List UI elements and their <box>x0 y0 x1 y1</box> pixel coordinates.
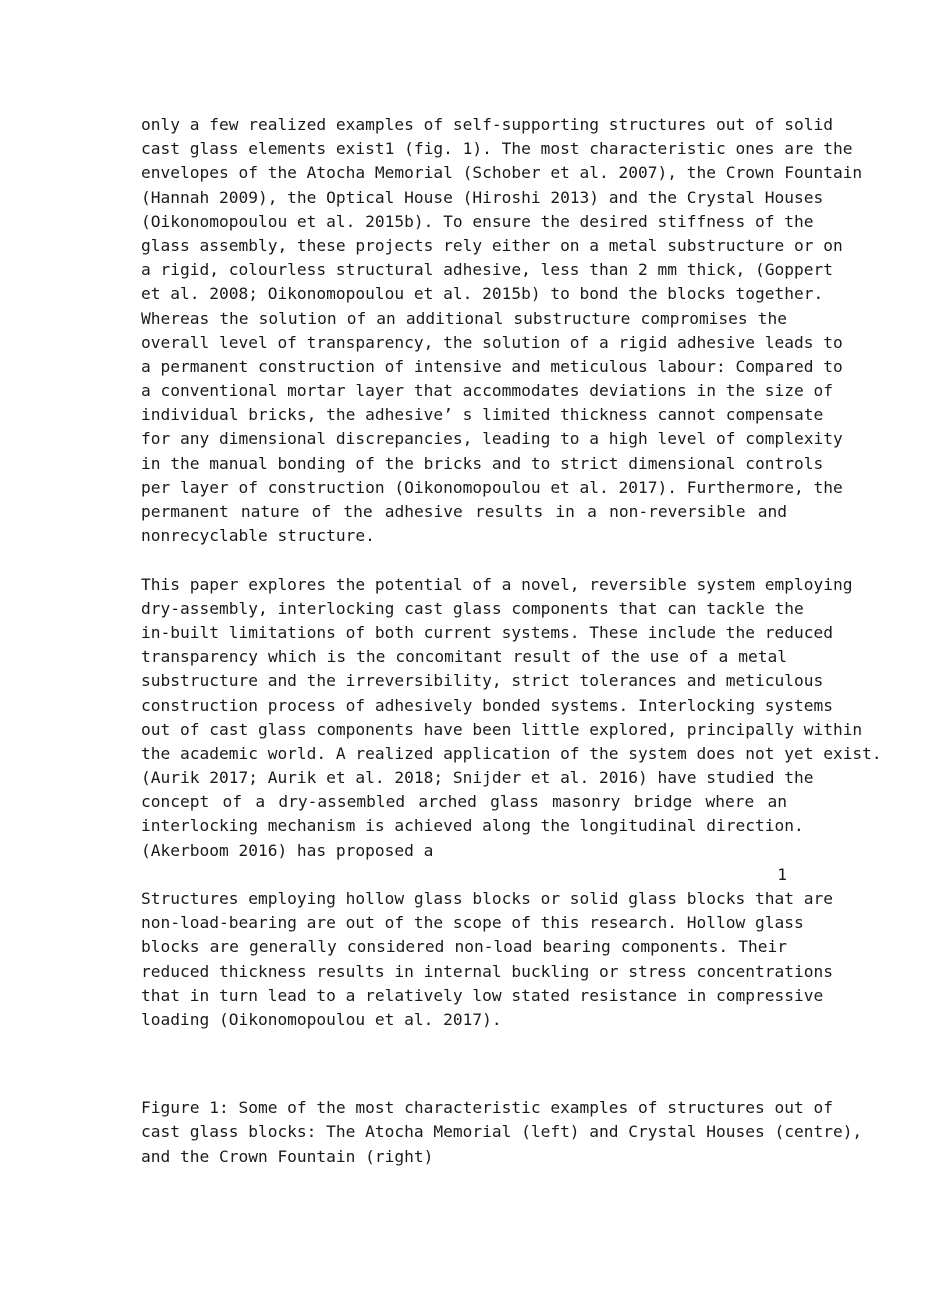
text-line: transparency which is the concomitant result of the use of a metal <box>141 647 787 667</box>
text-line: in-built limitations of both current systems. These include the reduced <box>141 622 833 642</box>
footnote-line: loading (Oikonomopoulou et al. 2017). <box>141 1009 502 1029</box>
text-line: Whereas the solution of an additional substructure compromises the <box>141 308 787 328</box>
text-line: construction process of adhesively bonded systems. Interlocking systems <box>141 695 833 715</box>
footnote-line: that in turn lead to a relatively low stated resistance in compressive <box>141 985 824 1005</box>
text-line: substructure and the irreversibility, strict tolerances and meticulous <box>141 671 824 691</box>
caption-line: Figure 1: Some of the most characteristic examples of structures out of <box>141 1098 833 1118</box>
footnote-line: blocks are generally considered non-load bearing components. Their <box>141 937 787 957</box>
text-line: per layer of construction (Oikonomopoulou et al. 2017). Furthermore, the <box>141 477 843 497</box>
paragraph-spacer <box>141 548 787 572</box>
text-line: cast glass elements exist1 (fig. 1). The most characteristic ones are the <box>141 139 853 159</box>
text-line: a permanent construction of intensive and meticulous labour: Compared to <box>141 356 843 376</box>
footnote-number: 1 <box>777 864 787 884</box>
footnote <box>141 887 833 1032</box>
text-line: permanent nature of the adhesive results in a non-reversible and <box>141 502 787 521</box>
text-line: concept of a dry-assembled arched glass masonry bridge where an <box>141 792 787 812</box>
figure-caption <box>141 1096 863 1169</box>
text-line: overall level of transparency, the solution of a rigid adhesive leads to <box>141 332 843 352</box>
footnote-line: reduced thickness results in internal buckling or stress concentrations <box>141 961 833 981</box>
text-line: (Oikonomopoulou et al. 2015b). To ensure the desired stiffness of the <box>141 211 814 231</box>
body-paragraph-1 <box>141 113 863 548</box>
text-line: the academic world. A realized application of the system does not yet exist. <box>141 743 882 763</box>
text-line: (Aurik 2017; Aurik et al. 2018; Snijder et al. 2016) have studied the <box>141 768 814 788</box>
caption-line: and the Crown Fountain (right) <box>141 1146 434 1166</box>
caption-line: cast glass blocks: The Atocha Memorial (left) and Crystal Houses (centre), <box>141 1122 863 1142</box>
text-line: (Akerboom 2016) has proposed a <box>141 840 434 860</box>
body-paragraph-2 <box>141 573 882 863</box>
text-line: nonrecyclable structure. <box>141 526 375 546</box>
text-line: in the manual bonding of the bricks and to strict dimensional controls <box>141 453 824 473</box>
text-line: individual bricks, the adhesive’ s limited thickness cannot compensate <box>141 405 824 425</box>
text-line: glass assembly, these projects rely either on a metal substructure or on <box>141 235 843 255</box>
figure-placeholder <box>141 1032 787 1096</box>
text-line: dry-assembly, interlocking cast glass components that can tackle the <box>141 598 804 618</box>
text-line: (Hannah 2009), the Optical House (Hiroshi 2013) and the Crystal Houses <box>141 187 824 207</box>
text-line: This paper explores the potential of a novel, reversible system employing <box>141 574 853 594</box>
text-line: out of cast glass components have been little explored, principally within <box>141 719 863 739</box>
text-line: interlocking mechanism is achieved along the longitudinal direction. <box>141 816 804 836</box>
text-line: et al. 2008; Oikonomopoulou et al. 2015b) to bond the blocks together. <box>141 284 824 304</box>
text-line: envelopes of the Atocha Memorial (Schober et al. 2007), the Crown Fountain <box>141 163 863 183</box>
text-line: a rigid, colourless structural adhesive, less than 2 mm thick, (Goppert <box>141 260 833 280</box>
document-page <box>141 113 882 1169</box>
text-line: only a few realized examples of self-supporting structures out of solid <box>141 115 833 134</box>
footnote-line: Structures employing hollow glass blocks or solid glass blocks that are <box>141 889 833 908</box>
text-line: for any dimensional discrepancies, leading to a high level of complexity <box>141 429 843 449</box>
footnote-line: non-load-bearing are out of the scope of this research. Hollow glass <box>141 913 804 933</box>
text-line: a conventional mortar layer that accommodates deviations in the size of <box>141 381 833 401</box>
